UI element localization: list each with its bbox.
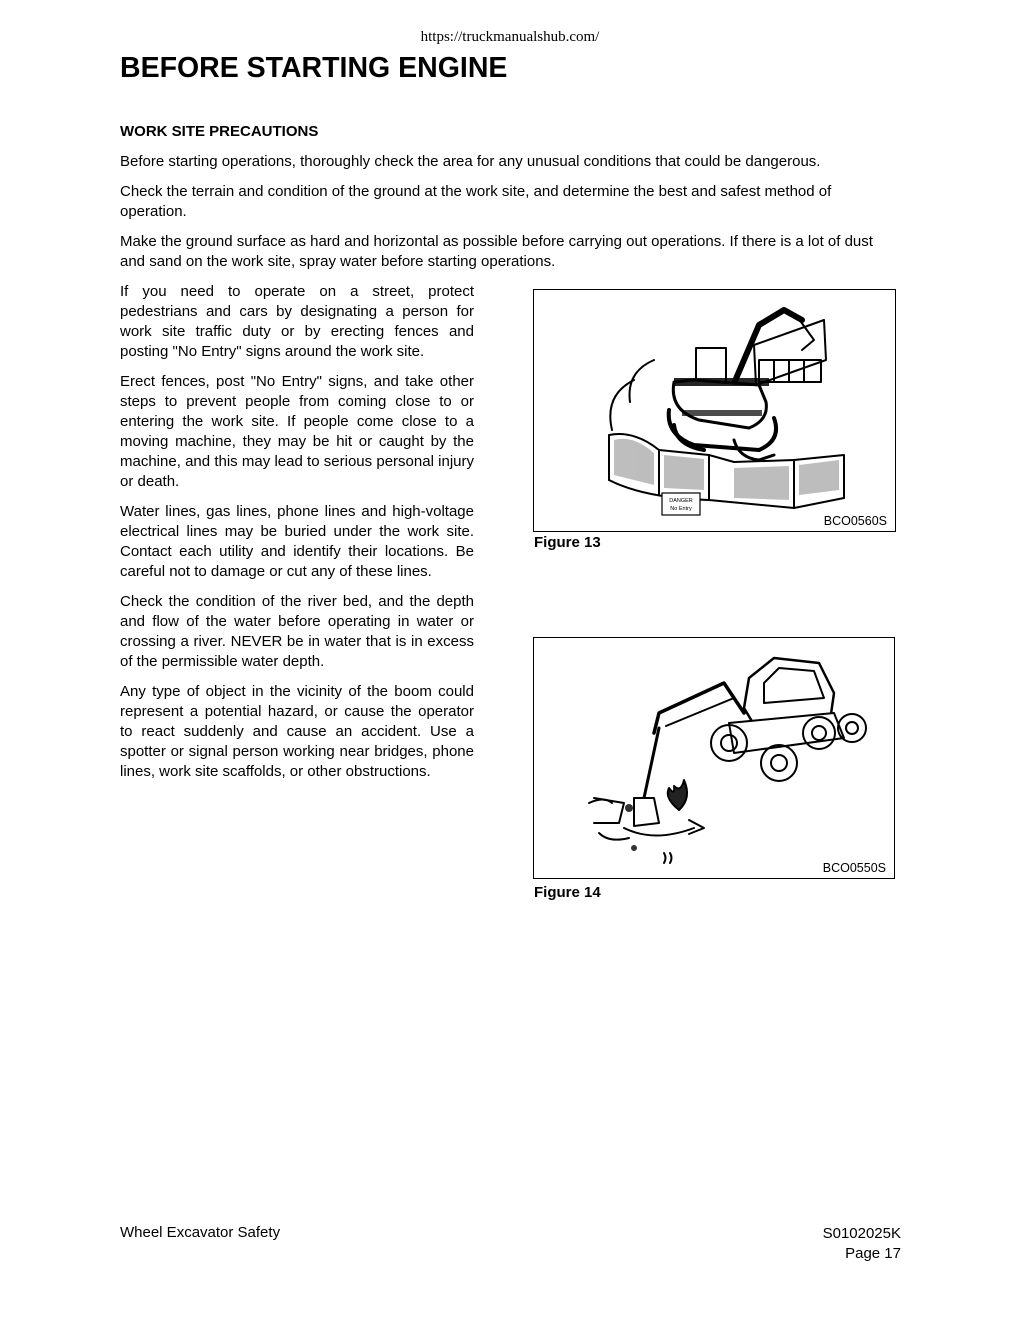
figure-13-caption: Figure 13 xyxy=(534,534,601,551)
intro-paragraph-1: Before starting operations, thoroughly check the area for any unusual conditions that could be dangerous. xyxy=(120,153,821,170)
figure-14-frame xyxy=(533,637,895,879)
figure-14-caption: Figure 14 xyxy=(534,884,601,901)
figure-13-frame xyxy=(533,289,896,532)
figure-13-code: BCO0560S xyxy=(823,514,887,528)
column-paragraph-4: Check the condition of the river bed, and the depth and flow of the water before operating in water or crossing a river. NEVER be in water that is in excess of the permissible water depth. xyxy=(120,593,474,670)
footer-doc-info xyxy=(823,1224,901,1264)
footer-doc-number: S0102025K xyxy=(822,1225,901,1242)
section-heading: WORK SITE PRECAUTIONS xyxy=(120,123,319,140)
page-title: BEFORE STARTING ENGINE xyxy=(120,52,508,84)
column-paragraph-5: Any type of object in the vicinity of the boom could represent a potential hazard, or cause the operator to react suddenly and cause an accident. Use a spotter or signal person working near bridges, phone lines, work site scaffolds, or other obstructions. xyxy=(120,683,474,780)
fence-sign-line-1: DANGER xyxy=(669,498,693,504)
figure-14-code: BCO0550S xyxy=(822,861,886,875)
column-paragraph-2: Erect fences, post "No Entry" signs, and take other steps to prevent people from coming close to or entering the work site. If people come close to a moving machine, they may be hit or caught by the machine, and this may lead to serious personal injury or death. xyxy=(120,373,474,490)
wheel-excavator-boom-hazard-illustration xyxy=(534,638,894,878)
tracked-excavator-fence-illustration xyxy=(534,290,895,531)
column-paragraph-1: If you need to operate on a street, protect pedestrians and cars by designating a person for work site traffic duty or by erecting fences and posting "No Entry" signs around the work site. xyxy=(120,283,474,360)
footer-page-number: Page 17 xyxy=(845,1245,901,1262)
intro-paragraph-3: Make the ground surface as hard and horizontal as possible before carrying out operations. If there is a lot of dust and sand on the work site, spray water before starting operations. xyxy=(120,233,873,270)
column-paragraph-3: Water lines, gas lines, phone lines and high-voltage electrical lines may be buried under the work site. Contact each utility and identify their locations. Be careful not to damage or cut any of these lines. xyxy=(120,503,474,580)
header-url: https://truckmanualshub.com/ xyxy=(420,29,600,45)
text-column xyxy=(120,282,474,792)
footer-title: Wheel Excavator Safety xyxy=(120,1224,281,1241)
intro-paragraph-2: Check the terrain and condition of the ground at the work site, and determine the best and safest method of operation. xyxy=(120,183,832,220)
fence-sign-line-2: No Entry xyxy=(670,506,692,512)
